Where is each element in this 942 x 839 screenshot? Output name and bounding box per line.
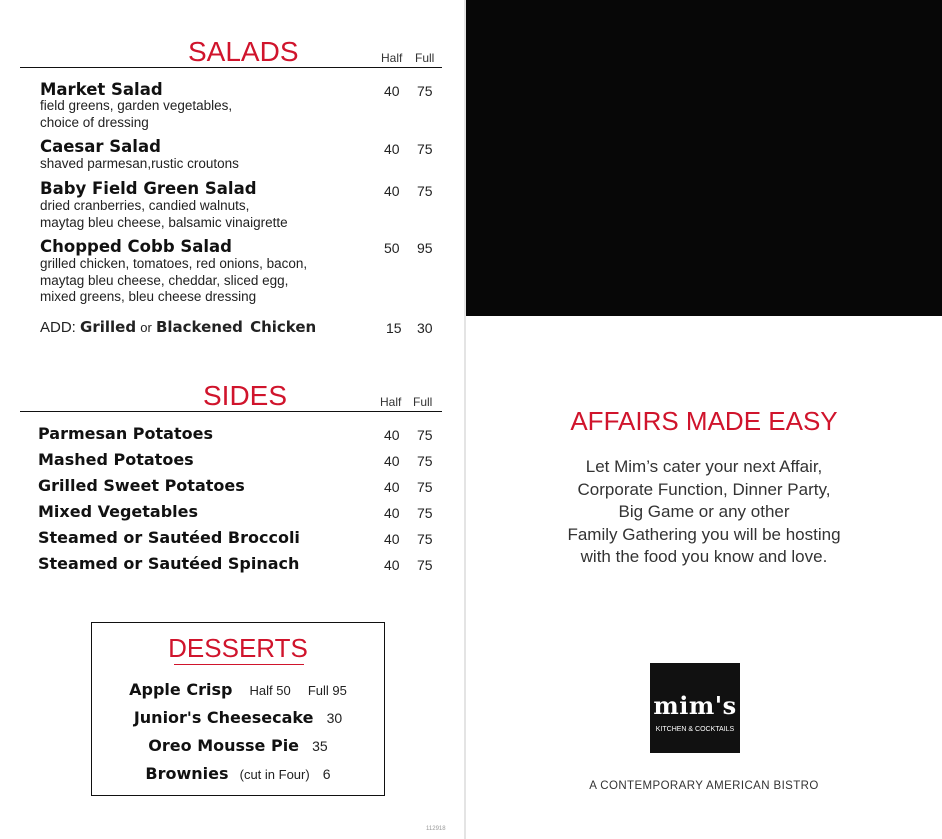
salad-name: Baby Field Green Salad bbox=[40, 179, 257, 198]
affairs-line: Family Gathering you will be hosting bbox=[567, 524, 841, 544]
salad-name: Chopped Cobb Salad bbox=[40, 237, 232, 256]
salad-desc: shaved parmesan,rustic croutons bbox=[40, 156, 239, 171]
black-panel bbox=[466, 0, 942, 316]
side-half-price: 40 bbox=[384, 453, 400, 469]
salad-full-price: 75 bbox=[417, 141, 433, 157]
desserts-underline bbox=[174, 664, 304, 665]
dessert-price: 6 bbox=[322, 766, 331, 782]
side-name: Mixed Vegetables bbox=[38, 502, 199, 521]
dessert-name: Brownies bbox=[145, 764, 229, 783]
affairs-body bbox=[466, 456, 942, 569]
salad-desc: grilled chicken, tomatoes, red onions, bacon, maytag bleu cheese, cheddar, sliced egg, mixed greens, bleu cheese dressing bbox=[40, 256, 308, 304]
side-name: Mashed Potatoes bbox=[38, 450, 194, 469]
desserts-box bbox=[91, 622, 385, 796]
salad-half-price: 50 bbox=[384, 240, 400, 256]
salad-half-price: 40 bbox=[384, 83, 400, 99]
salad-desc: field greens, garden vegetables, choice of dressing bbox=[40, 98, 233, 130]
menu-left-panel bbox=[0, 0, 465, 839]
sides-title: SIDES bbox=[203, 380, 288, 411]
salad-name: Caesar Salad bbox=[40, 137, 161, 156]
salads-full-header: Full bbox=[415, 51, 435, 65]
salad-full-price: 95 bbox=[417, 240, 433, 256]
salad-full-price: 75 bbox=[417, 83, 433, 99]
side-full-price: 75 bbox=[417, 479, 433, 495]
dessert-row bbox=[92, 680, 384, 699]
affairs-line: Corporate Function, Dinner Party, bbox=[577, 479, 831, 499]
salads-title: SALADS bbox=[188, 36, 299, 67]
sides-half-header: Half bbox=[380, 395, 402, 409]
affairs-line: with the food you know and love. bbox=[580, 547, 828, 566]
salad-half-price: 40 bbox=[384, 141, 400, 157]
sides-rule bbox=[20, 411, 442, 412]
dessert-name: Junior's Cheesecake bbox=[133, 708, 314, 727]
dessert-row bbox=[92, 736, 384, 755]
affairs-line: Big Game or any other bbox=[618, 502, 790, 521]
dessert-row bbox=[92, 764, 384, 783]
side-half-price: 40 bbox=[384, 505, 400, 521]
add-on-half-price: 15 bbox=[386, 320, 402, 336]
logo-subtitle: KITCHEN & COCKTAILS bbox=[655, 726, 735, 733]
side-name: Steamed or Sautéed Spinach bbox=[38, 554, 300, 573]
dessert-price: 30 bbox=[326, 710, 343, 726]
side-name: Steamed or Sautéed Broccoli bbox=[38, 528, 300, 547]
side-half-price: 40 bbox=[384, 557, 400, 573]
salad-full-price: 75 bbox=[417, 183, 433, 199]
dessert-row bbox=[92, 708, 384, 727]
side-name: Grilled Sweet Potatoes bbox=[38, 476, 245, 495]
dessert-half-price: Half 50 bbox=[249, 683, 291, 698]
mims-logo bbox=[650, 663, 740, 753]
side-half-price: 40 bbox=[384, 427, 400, 443]
salad-desc: dried cranberries, candied walnuts, maytag bleu cheese, balsamic vinaigrette bbox=[40, 198, 288, 230]
affairs-line: Let Mim’s cater your next Affair, bbox=[585, 457, 823, 476]
side-full-price: 75 bbox=[417, 427, 433, 443]
menu-right-panel bbox=[466, 0, 942, 839]
logo-wordmark: mim's bbox=[653, 691, 737, 720]
dessert-full-price: Full 95 bbox=[307, 683, 347, 698]
salads-rule bbox=[20, 67, 442, 68]
salad-name: Market Salad bbox=[40, 80, 163, 99]
dessert-note: (cut in Four) bbox=[239, 767, 310, 782]
dessert-name: Oreo Mousse Pie bbox=[148, 736, 300, 755]
side-full-price: 75 bbox=[417, 453, 433, 469]
dessert-name: Apple Crisp bbox=[129, 680, 233, 699]
side-full-price: 75 bbox=[417, 557, 433, 573]
desserts-title: DESSERTS bbox=[168, 633, 308, 663]
side-half-price: 40 bbox=[384, 479, 400, 495]
side-full-price: 75 bbox=[417, 531, 433, 547]
salads-half-header: Half bbox=[381, 51, 403, 65]
side-half-price: 40 bbox=[384, 531, 400, 547]
dessert-price: 35 bbox=[312, 738, 328, 754]
tagline: A CONTEMPORARY AMERICAN BISTRO bbox=[589, 780, 819, 792]
print-code: 112918 bbox=[426, 826, 446, 832]
add-on-full-price: 30 bbox=[417, 320, 433, 336]
salad-add-on: ADD: Grilled or Blackened Chicken bbox=[40, 318, 317, 336]
salad-half-price: 40 bbox=[384, 183, 400, 199]
affairs-title: AFFAIRS MADE EASY bbox=[570, 406, 838, 436]
side-full-price: 75 bbox=[417, 505, 433, 521]
side-name: Parmesan Potatoes bbox=[38, 424, 213, 443]
sides-full-header: Full bbox=[413, 395, 433, 409]
